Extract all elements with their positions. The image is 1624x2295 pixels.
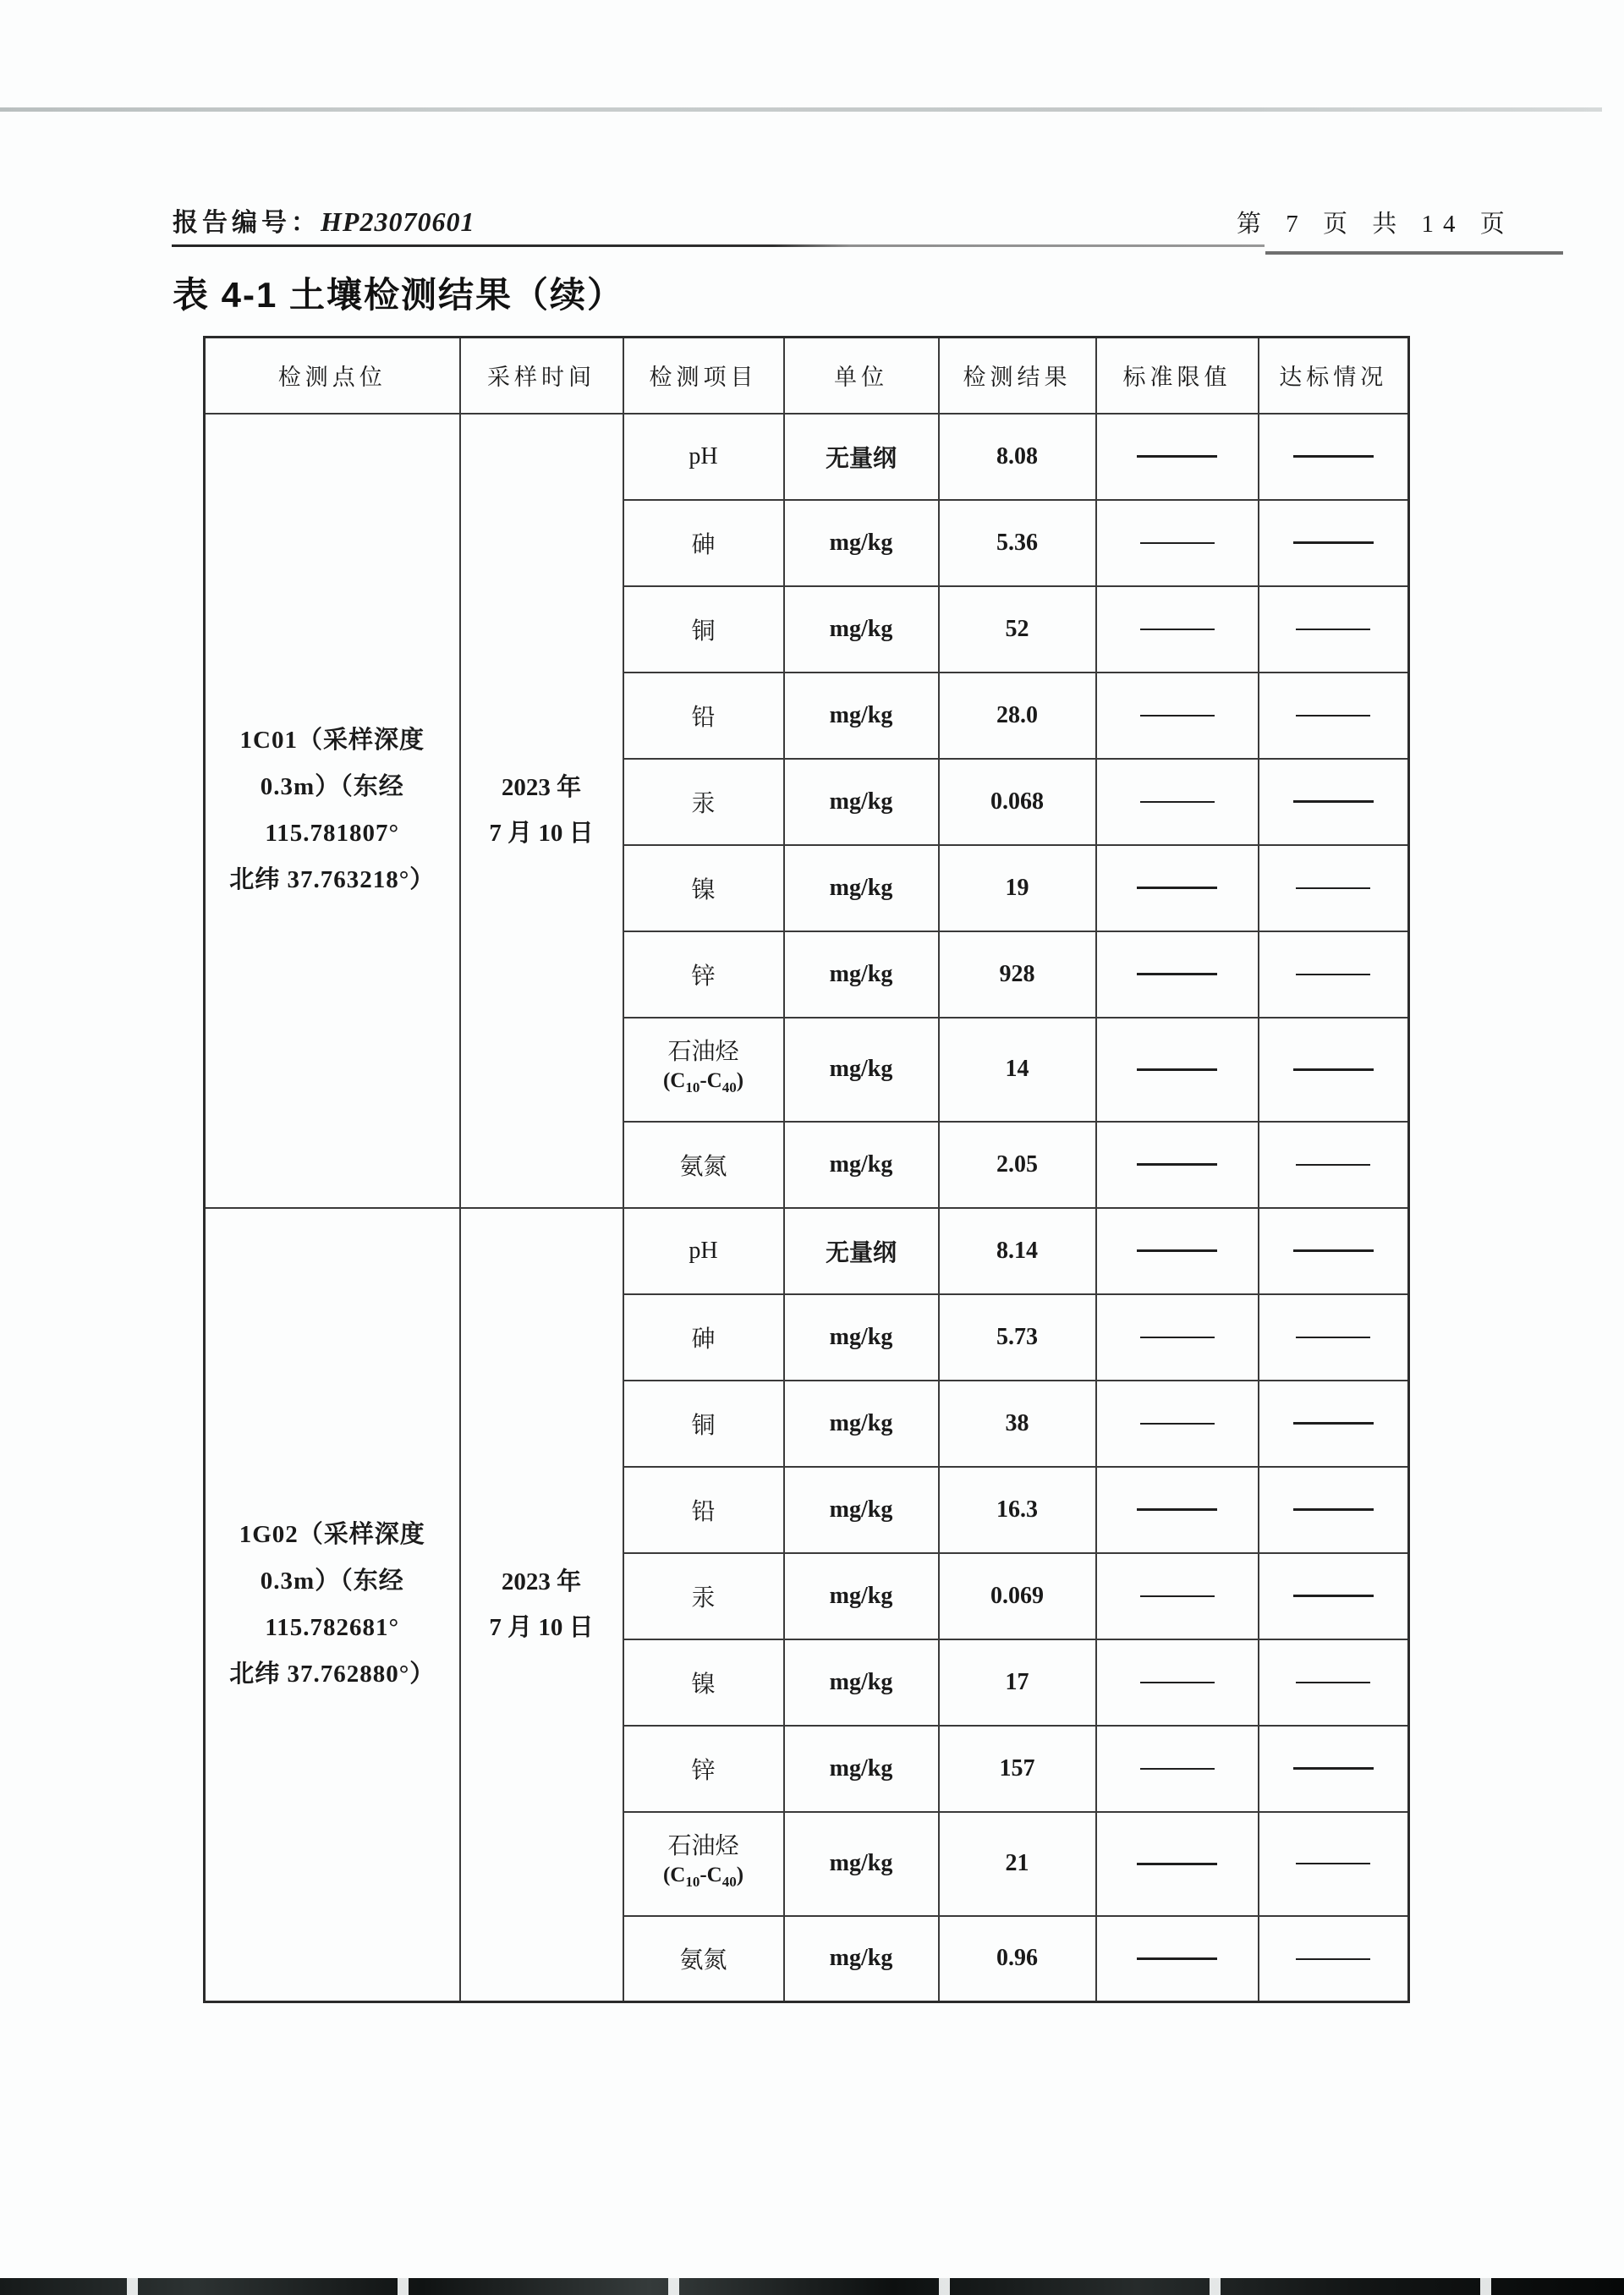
result-cell: 19 — [939, 845, 1096, 931]
limit-cell — [1096, 931, 1259, 1018]
analyte-cell: 汞 — [623, 759, 784, 845]
result-cell: 0.069 — [939, 1553, 1096, 1639]
no-status-dash — [1293, 541, 1374, 544]
analyte-cell — [623, 1018, 784, 1122]
status-cell — [1259, 1553, 1409, 1639]
scan-artifact-bottom-edge — [0, 2278, 1624, 2295]
no-limit-dash — [1137, 1163, 1217, 1166]
analyte-name: 石油烃 — [667, 1039, 739, 1065]
unit-cell: mg/kg — [784, 1018, 939, 1122]
no-status-dash — [1296, 1863, 1370, 1864]
result-cell: 0.96 — [939, 1916, 1096, 2002]
analyte-cell: 砷 — [623, 1294, 784, 1381]
no-status-dash — [1293, 1767, 1374, 1770]
result-cell: 0.068 — [939, 759, 1096, 845]
no-status-dash — [1293, 455, 1374, 458]
limit-cell — [1096, 586, 1259, 673]
analyte-cell: pH — [623, 1208, 784, 1294]
no-limit-dash — [1140, 1682, 1215, 1683]
result-cell: 16.3 — [939, 1467, 1096, 1553]
no-limit-dash — [1137, 1068, 1217, 1071]
limit-cell — [1096, 1812, 1259, 1916]
status-cell — [1259, 1916, 1409, 2002]
result-cell: 2.05 — [939, 1122, 1096, 1208]
no-status-dash — [1293, 1249, 1374, 1252]
analyte-formula: $(C_{10}-C_{40})$ — [662, 1864, 744, 1890]
result-cell: 5.73 — [939, 1294, 1096, 1381]
no-status-dash — [1296, 1164, 1370, 1166]
no-status-dash — [1296, 1337, 1370, 1338]
no-status-dash — [1293, 1068, 1374, 1071]
no-limit-dash — [1137, 1508, 1217, 1511]
limit-cell — [1096, 1467, 1259, 1553]
no-status-dash — [1296, 974, 1370, 975]
limit-cell — [1096, 673, 1259, 759]
unit-cell: mg/kg — [784, 673, 939, 759]
result-cell: 5.36 — [939, 500, 1096, 586]
analyte-cell: 锌 — [623, 931, 784, 1018]
status-cell — [1259, 414, 1409, 500]
no-limit-dash — [1137, 455, 1217, 458]
limit-cell — [1096, 1294, 1259, 1381]
unit-cell: mg/kg — [784, 1294, 939, 1381]
no-status-dash — [1293, 1508, 1374, 1511]
limit-cell — [1096, 1208, 1259, 1294]
status-cell — [1259, 673, 1409, 759]
no-status-dash — [1296, 1958, 1370, 1960]
result-cell: 17 — [939, 1639, 1096, 1726]
unit-cell: 无量纲 — [784, 1208, 939, 1294]
analyte-cell: 砷 — [623, 500, 784, 586]
status-cell — [1259, 586, 1409, 673]
no-limit-dash — [1140, 542, 1215, 544]
table-row — [205, 1208, 1409, 1294]
unit-cell: mg/kg — [784, 500, 939, 586]
analyte-formula: $(C_{10}-C_{40})$ — [662, 1069, 744, 1095]
soil-results-table — [203, 336, 1410, 2003]
unit-cell: mg/kg — [784, 1553, 939, 1639]
status-cell — [1259, 1812, 1409, 1916]
result-cell: 21 — [939, 1812, 1096, 1916]
page-number-underline — [1265, 251, 1563, 255]
status-cell — [1259, 1122, 1409, 1208]
scan-artifact-line — [0, 107, 1602, 112]
unit-cell: 无量纲 — [784, 414, 939, 500]
column-header-limit: 标准限值 — [1096, 338, 1259, 414]
analyte-cell: 锌 — [623, 1726, 784, 1812]
column-header-time: 采样时间 — [460, 338, 623, 414]
column-header-item: 检测项目 — [623, 338, 784, 414]
result-cell: 928 — [939, 931, 1096, 1018]
no-limit-dash — [1140, 715, 1215, 717]
status-cell — [1259, 500, 1409, 586]
status-cell — [1259, 1467, 1409, 1553]
status-cell — [1259, 759, 1409, 845]
analyte-cell: 氨氮 — [623, 1122, 784, 1208]
no-status-dash — [1293, 1595, 1374, 1597]
no-limit-dash — [1140, 1768, 1215, 1770]
analyte-cell: 铜 — [623, 1381, 784, 1467]
analyte-cell: 铅 — [623, 1467, 784, 1553]
analyte-cell: 镍 — [623, 1639, 784, 1726]
result-cell: 38 — [939, 1381, 1096, 1467]
unit-cell: mg/kg — [784, 1916, 939, 2002]
limit-cell — [1096, 759, 1259, 845]
limit-cell — [1096, 1122, 1259, 1208]
status-cell — [1259, 931, 1409, 1018]
unit-cell: mg/kg — [784, 586, 939, 673]
table-title: 表 4-1 土壤检测结果（续） — [173, 275, 625, 315]
no-limit-dash — [1140, 1423, 1215, 1425]
analyte-cell: 铜 — [623, 586, 784, 673]
no-limit-dash — [1140, 1595, 1215, 1597]
limit-cell — [1096, 414, 1259, 500]
sampling-date-cell: 2023 年 7 月 10 日 — [460, 414, 623, 1208]
column-header-result: 检测结果 — [939, 338, 1096, 414]
result-cell: 28.0 — [939, 673, 1096, 759]
status-cell — [1259, 1726, 1409, 1812]
analyte-cell: 汞 — [623, 1553, 784, 1639]
no-status-dash — [1296, 887, 1370, 889]
result-cell: 52 — [939, 586, 1096, 673]
no-limit-dash — [1140, 629, 1215, 630]
unit-cell: mg/kg — [784, 931, 939, 1018]
status-cell — [1259, 1208, 1409, 1294]
limit-cell — [1096, 1726, 1259, 1812]
unit-cell: mg/kg — [784, 1381, 939, 1467]
limit-cell — [1096, 845, 1259, 931]
unit-cell: mg/kg — [784, 1122, 939, 1208]
unit-cell: mg/kg — [784, 1812, 939, 1916]
column-header-status: 达标情况 — [1259, 338, 1409, 414]
no-limit-dash — [1137, 1249, 1217, 1252]
sampling-point-cell: 1C01（采样深度 0.3m）（东经 115.781807° 北纬 37.763218°） — [205, 414, 460, 1208]
unit-cell: mg/kg — [784, 1726, 939, 1812]
no-status-dash — [1293, 1422, 1374, 1425]
status-cell — [1259, 1639, 1409, 1726]
no-status-dash — [1296, 1682, 1370, 1683]
result-cell: 8.08 — [939, 414, 1096, 500]
unit-cell: mg/kg — [784, 845, 939, 931]
unit-cell: mg/kg — [784, 759, 939, 845]
analyte-name: 石油烃 — [667, 1833, 739, 1859]
status-cell — [1259, 1294, 1409, 1381]
result-cell: 157 — [939, 1726, 1096, 1812]
sampling-point-cell: 1G02（采样深度 0.3m）（东经 115.782681° 北纬 37.762880°） — [205, 1208, 460, 2002]
result-cell: 14 — [939, 1018, 1096, 1122]
report-number-label: 报告编号： — [173, 209, 321, 237]
report-number-line — [173, 201, 475, 239]
status-cell — [1259, 1381, 1409, 1467]
no-status-dash — [1296, 715, 1370, 717]
report-number-value: HP23070601 — [321, 206, 475, 237]
sampling-date-cell: 2023 年 7 月 10 日 — [460, 1208, 623, 2002]
table-row — [205, 414, 1409, 500]
unit-cell: mg/kg — [784, 1639, 939, 1726]
no-status-dash — [1296, 629, 1370, 630]
analyte-cell: 镍 — [623, 845, 784, 931]
no-limit-dash — [1137, 973, 1217, 975]
page-number: 第 7 页 共 14 页 — [1237, 211, 1514, 238]
no-limit-dash — [1140, 801, 1215, 803]
unit-cell: mg/kg — [784, 1467, 939, 1553]
analyte-cell — [623, 1812, 784, 1916]
result-cell: 8.14 — [939, 1208, 1096, 1294]
status-cell — [1259, 1018, 1409, 1122]
analyte-cell: pH — [623, 414, 784, 500]
limit-cell — [1096, 1381, 1259, 1467]
no-limit-dash — [1137, 1863, 1217, 1865]
column-header-point: 检测点位 — [205, 338, 460, 414]
status-cell — [1259, 845, 1409, 931]
table-header-row — [205, 338, 1409, 414]
limit-cell — [1096, 1018, 1259, 1122]
no-status-dash — [1293, 800, 1374, 803]
limit-cell — [1096, 1553, 1259, 1639]
header-rule — [172, 244, 1265, 247]
column-header-unit: 单位 — [784, 338, 939, 414]
limit-cell — [1096, 1916, 1259, 2002]
analyte-cell: 铅 — [623, 673, 784, 759]
limit-cell — [1096, 1639, 1259, 1726]
analyte-cell: 氨氮 — [623, 1916, 784, 2002]
no-limit-dash — [1137, 887, 1217, 889]
no-limit-dash — [1137, 1957, 1217, 1960]
limit-cell — [1096, 500, 1259, 586]
no-limit-dash — [1140, 1337, 1215, 1338]
